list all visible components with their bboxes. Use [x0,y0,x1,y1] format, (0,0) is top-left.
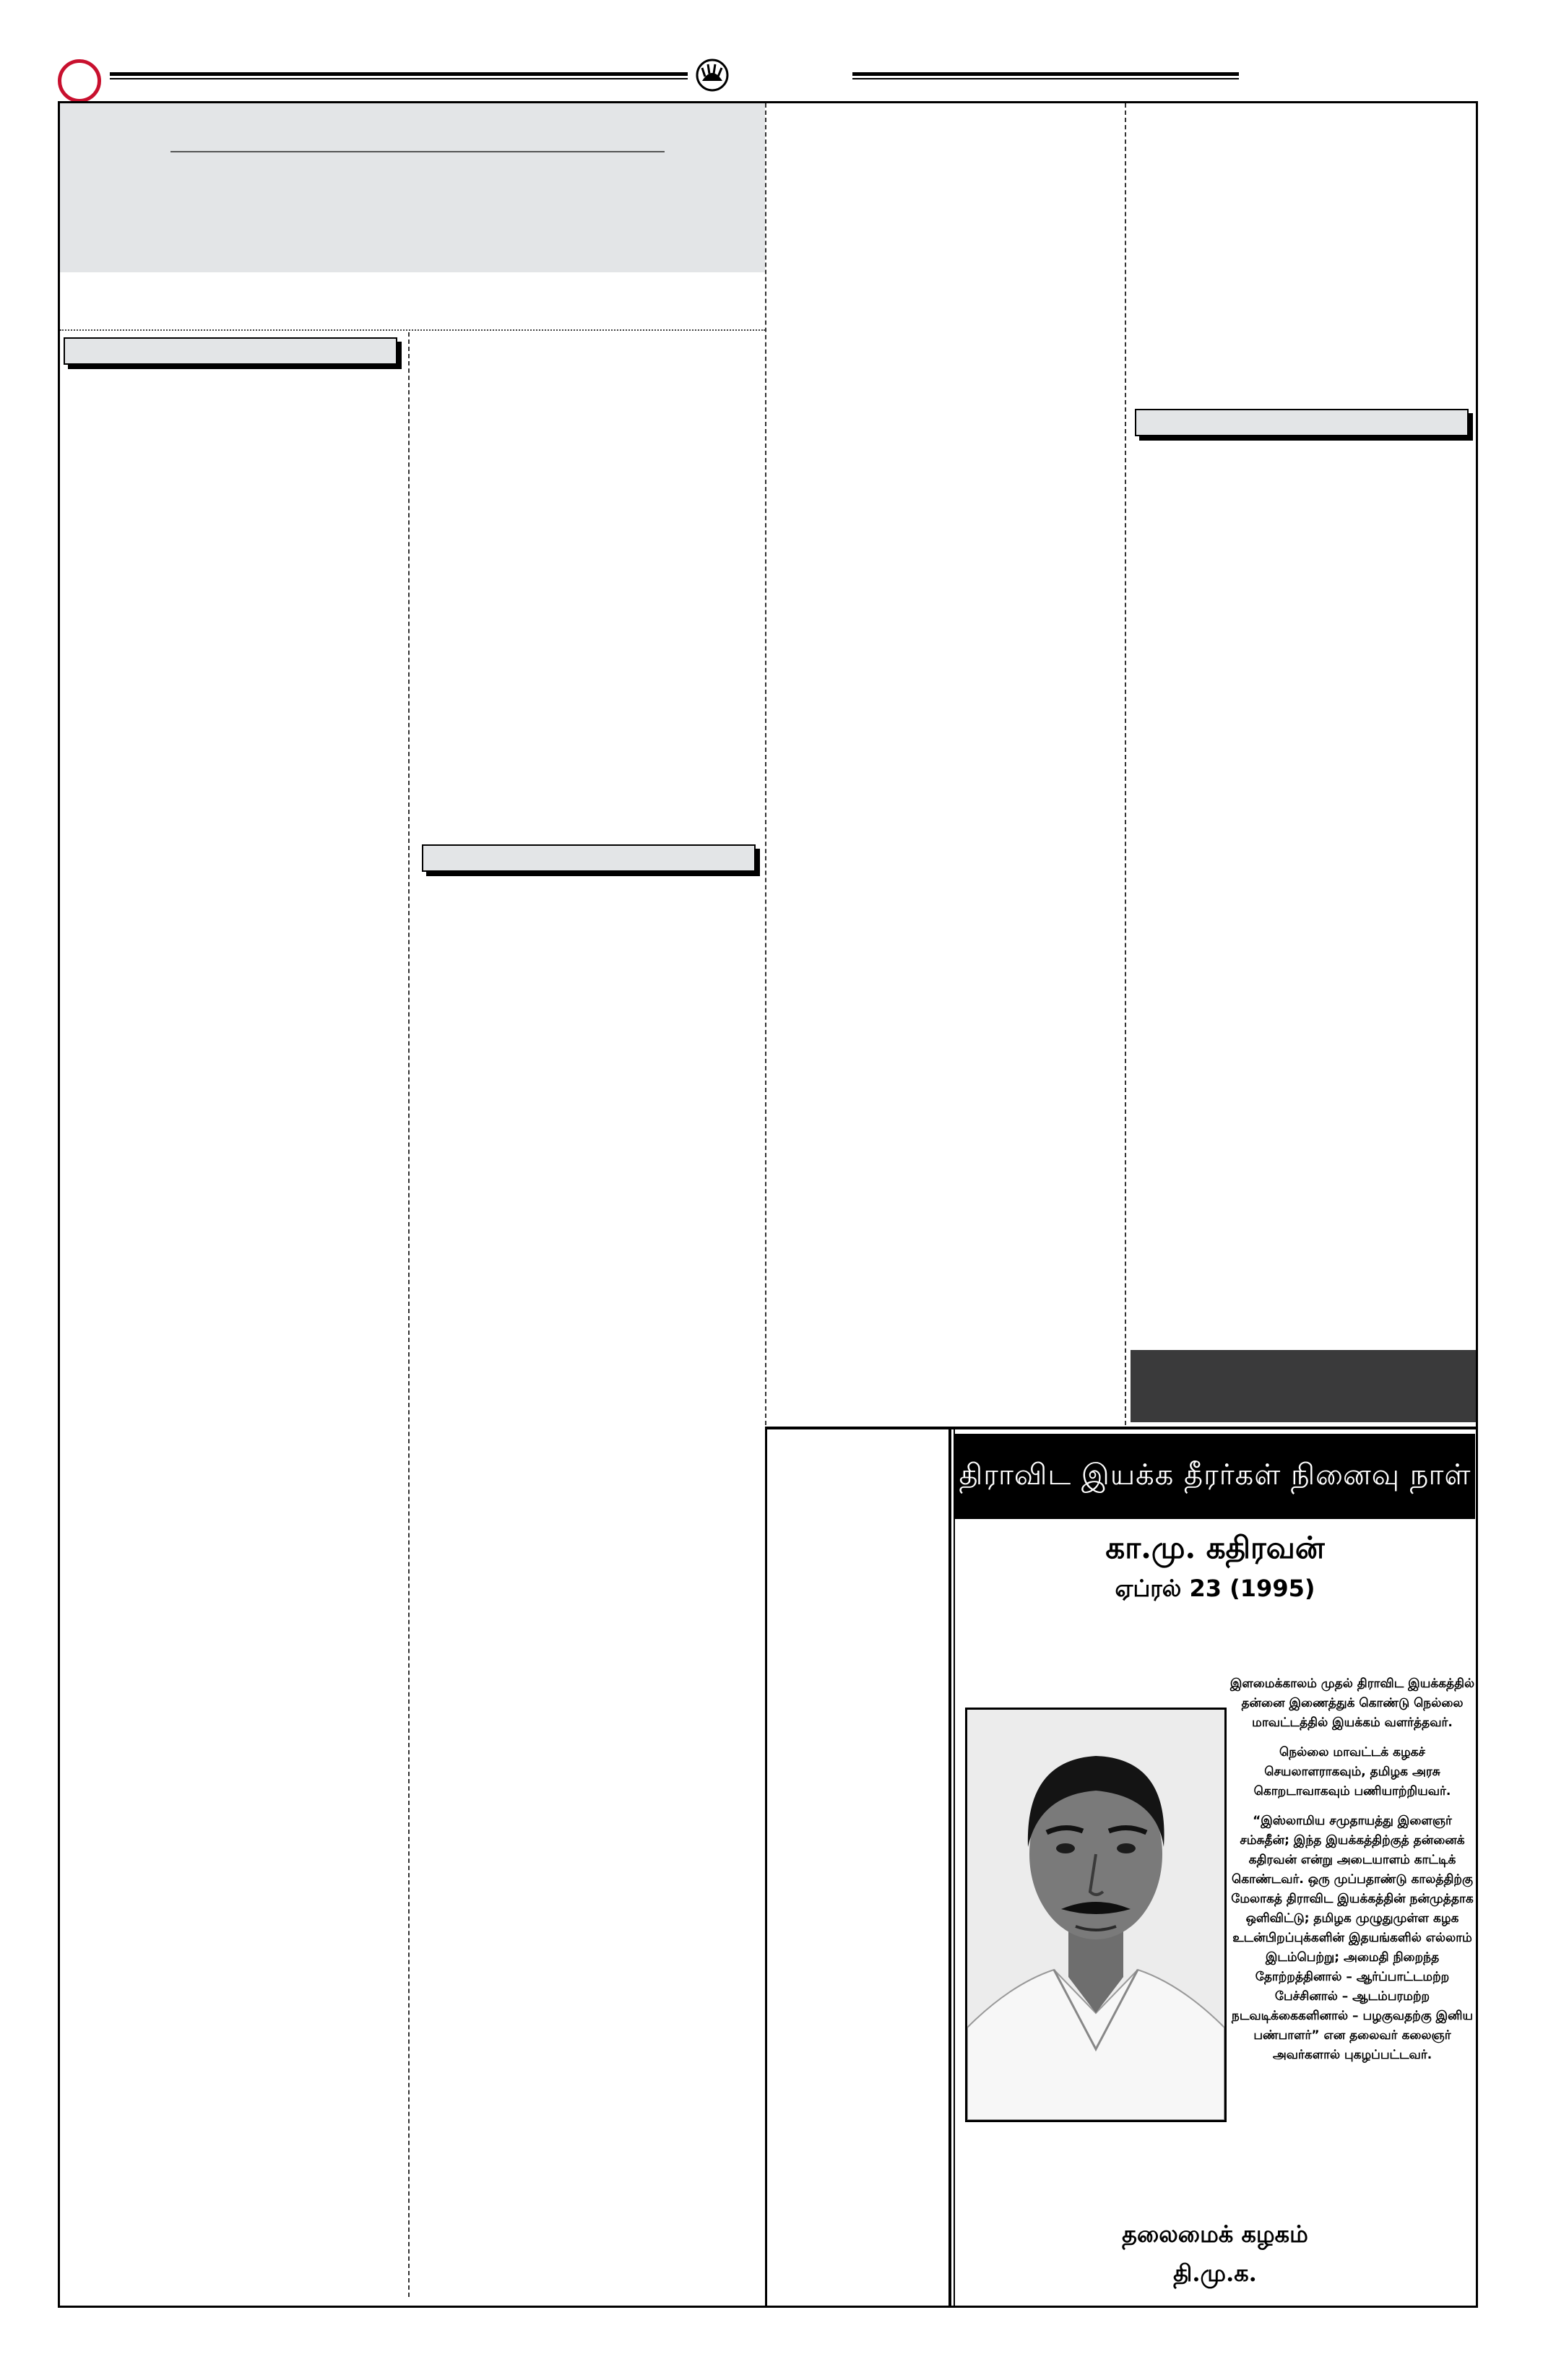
dark-ad-block [1131,1350,1476,1422]
memorial-ad-border [948,1429,951,2308]
section-divider [60,329,765,331]
section-heading-bar [1135,409,1469,436]
memorial-issuer: தலைமைக் கழகம் [1122,2220,1308,2248]
bio-paragraph: “இஸ்லாமிய சமுதாயத்து இளைஞர் சம்சுதீன்; இந்த இயக்கத்திற்குத் தன்னைக் கதிரவன் என்று அடையாளம் காட்டிக் கொண்டவர். ஒரு முப்பதாண்டு காலத்திற்கு மேலாகத் திராவிட இயக்கத்தின் நன்முத்தாக ஒளிவிட்டு; தமிழக முழுதுமுள்ள கழக உடன்பிறப்புக்களின் இதயங்களில் எல்லாம் இடம்பெற்று; அமைதி நிறைந்த தோற்றத்தினால் – ஆர்ப்பாட்டமற்ற பேச்சினால் – ஆடம்பரமற்ற நடவடிக்கைகளினால் – பழகுவதற்கு இனிய பண்பாளர்” என தலைவர் கலைஞர் அவர்களால் புகழப்பட்டவர். [1231,1814,1474,2062]
bio-paragraph: இளமைக்காலம் முதல் திராவிட இயக்கத்தில் தன்னை இணைத்துக் கொண்டு நெல்லை மாவட்டத்தில் இயக்கம் வளர்த்தவர். [1229,1676,1475,1730]
bio-paragraph: நெல்லை மாவட்டக் கழகச் செயலாளராகவும், தமிழக அரசு கொறடாவாகவும் பணியாற்றியவர். [1253,1745,1451,1799]
memorial-date: ஏப்ரல் 23 (1995) [1115,1575,1315,1602]
column-divider [408,332,410,2297]
page-marker-circle-icon [58,59,101,103]
portrait-photo [965,1708,1227,2122]
memorial-person-name: கா.மு. கதிரவன் [1105,1530,1325,1565]
memorial-party: தி.மு.க. [1173,2259,1257,2287]
section-heading-bar [64,337,397,365]
column-divider [765,103,766,1425]
column-divider [1125,103,1126,1425]
section-heading-bar [422,844,756,872]
header-rule-left [110,72,688,79]
rising-sun-emblem-icon [695,58,730,92]
memorial-banner: திராவிட இயக்க தீரர்கள் நினைவு நாள் [955,1434,1475,1519]
headline-panel [60,103,765,272]
headline-underline [170,151,665,152]
memorial-biography [1229,1674,1475,2151]
header-rule-right [852,72,1239,79]
